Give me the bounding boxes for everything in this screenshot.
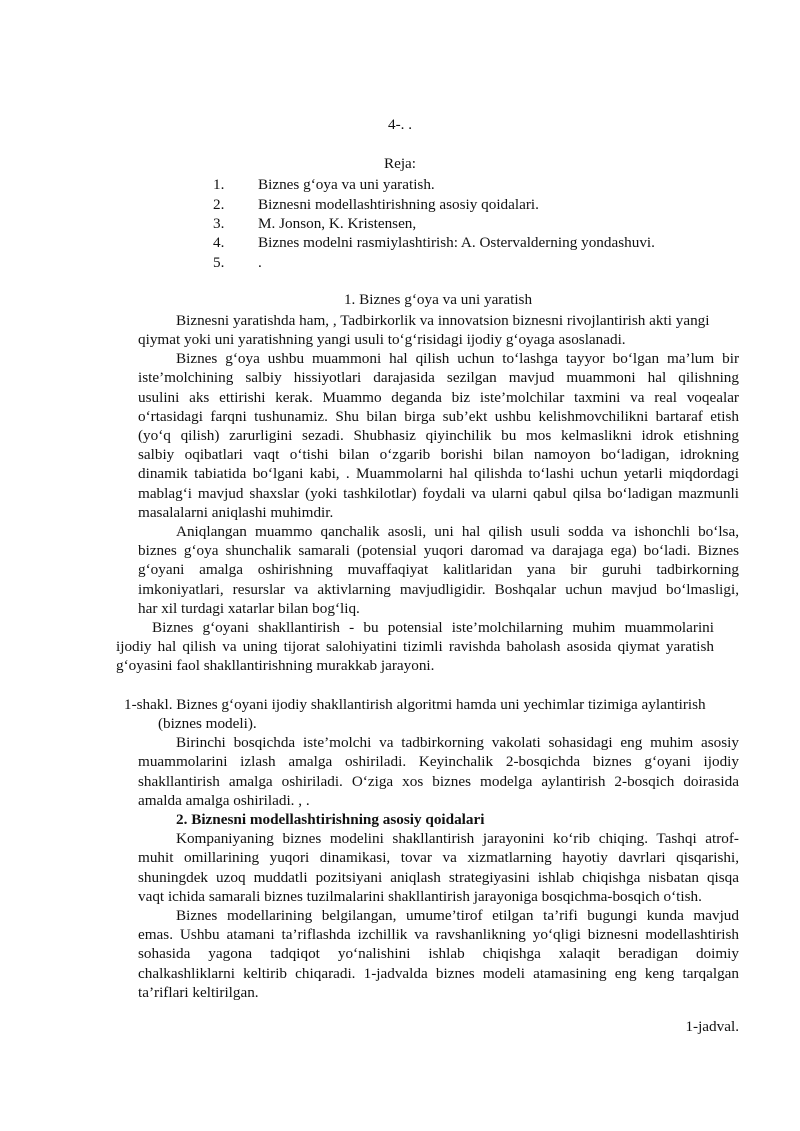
text-line: ta’riflari keltirilgan.: [138, 984, 259, 1001]
text-line: iste’molchining salbiy hissiyotlari darajasida sezilgan mavjud muammoni hal qilishning: [138, 369, 739, 386]
text-line: qiymat yoki uni yaratishning yangi usuli to‘g‘risidagi ijodiy g‘oyaga asoslanadi.: [138, 331, 626, 348]
section2-heading: 2. Biznesni modellashtirishning asosiy qoidalari: [176, 811, 485, 828]
text-line: salbiy oqibatlari vaqt o‘tishi bilan o‘zgarib borishi bilan namoyon bo‘ladigan, idrokning: [138, 446, 739, 463]
text-line: shakllantirish amalga oshiriladi. O‘ziga xos biznes modelga aylantirish 2-bosqich doirasida: [138, 773, 739, 790]
text-line: biznes g‘oya shunchalik samarali (potensial yuqori daromad va darajaga ega) bo‘ladi. Biznes: [138, 542, 739, 559]
plan-item-number: 2.: [213, 196, 225, 213]
text-line: Biznesni yaratishda ham, , Tadbirkorlik va innovatsion biznesni rivojlantirish akti yangi: [176, 312, 710, 329]
text-line: Biznes modellarining belgilangan, umume’tirof etilgan ta’rifi bugungi kunda mavjud: [176, 907, 739, 924]
text-line: shuningdek uzoq muddatli pozitsiyani aniqlash strategiyasini ishlab chiqishga nisbatan qisqa: [138, 869, 739, 886]
plan-item-text: Biznes g‘oya va uni yaratish.: [258, 176, 435, 193]
plan-item-number: 5.: [213, 254, 225, 271]
text-line: o‘rtasidagi farqni tushunamiz. Shu bilan birga sub’ekt ushbu kelishmovchilikni bartaraf etish: [138, 408, 739, 425]
text-line: Aniqlangan muammo qanchalik asosli, uni hal qilish usuli sodda va ishonchli bo‘lsa,: [176, 523, 739, 540]
plan-item-text: Biznes modelni rasmiylashtirish: A. Ostervalderning yondashuvi.: [258, 234, 655, 251]
plan-item-number: 3.: [213, 215, 225, 232]
text-line: Biznes g‘oyani shakllantirish - bu potensial iste’molchilarning muhim muammolarini: [152, 619, 714, 636]
text-line: usulini aks ettirishi kerak. Muammo deganda biz iste’molchilar taxmini va real voqealar: [138, 389, 739, 406]
text-line: vaqt ichida samarali biznes tuzilmalarini shakllantirish jarayoniga bosqichma-bosqich o‘tish.: [138, 888, 702, 905]
text-line: Birinchi bosqichda iste’molchi va tadbirkorning vakolati sohasidagi eng muhim asosiy: [176, 734, 739, 751]
text-line: ijodiy hal qilish va uning tijorat salohiyatini tizimli ravishda baholash asosida qiymat yaratish: [116, 638, 714, 655]
text-line: dinamik tabiatida bo‘lgani kabi, . Muammolarni hal qilishda to‘lashi uchun yetarli miqdordagi: [138, 465, 739, 482]
plan-item-text: M. Jonson, K. Kristensen,: [258, 215, 417, 232]
text-line: imkoniyatlari, resurslar va aktivlarning mavjudligidir. Boshqalar uchun mavjud bo‘lmasligi,: [138, 581, 739, 598]
plan-item-number: 1.: [213, 176, 225, 193]
text-line: har xil turdagi xatarlar bilan bog‘liq.: [138, 600, 360, 617]
text-line: g‘oyasini faol shakllantirishning murakkab jarayoni.: [116, 657, 435, 674]
text-line: chalkashliklarni keltirib chiqaradi. 1-jadvalda biznes modeli atamasining eng keng tarqalgan: [138, 965, 739, 982]
table-label: 1-jadval.: [685, 1018, 739, 1035]
text-line: emas. Ushbu atamani ta’riflashda izchillik va ravshanlikning yo‘qligi biznesni modellashtirish: [138, 926, 739, 943]
text-line: mablag‘i mavjud shaxslar (yoki tashkilotlar) foydali va ularni qabul qilsa bo‘ladigan mazmunli: [138, 485, 739, 502]
plan-item-number: 4.: [213, 234, 225, 251]
text-line: Kompaniyaning biznes modelini shakllantirish jarayonini ko‘rib chiqing. Tashqi atrof-: [176, 830, 739, 847]
text-line: (biznes modeli).: [158, 715, 257, 732]
text-line: muammolarini izlash amalga oshiriladi. Keyinchalik 2-bosqichda biznes g‘oyani ijodiy: [138, 753, 739, 770]
text-line: (yo‘q qilish) zarurligini sezadi. Shubhasiz qiyinchilik bu mos kelmaslikni idrok etishning: [138, 427, 739, 444]
text-line: g‘oyani amalga oshirishning muvaffaqiyat kalitlaridan yana bir guruhi tadbirkorning: [138, 561, 739, 578]
section1-heading: 1. Biznes g‘oya va uni yaratish: [343, 291, 533, 308]
plan-item-text: .: [258, 254, 262, 271]
plan-title: Reja:: [383, 155, 417, 172]
text-line: sohasida yagona tadqiqot yo‘nalishini ishlab chiqishga xalaqit beradigan doimiy: [138, 945, 739, 962]
page-number: 4-. .: [387, 116, 413, 133]
text-line: Biznes g‘oya ushbu muammoni hal qilish uchun to‘lashga tayyor bo‘lgan ma’lum bir: [176, 350, 739, 367]
text-line: muhit omillarining yuqori dinamikasi, tovar va xizmatlarning hayotiy davrlari qisqarishi,: [138, 849, 739, 866]
text-line: amalda amalga oshiriladi. , .: [138, 792, 310, 809]
text-line: 1-shakl. Biznes g‘oyani ijodiy shakllantirish algoritmi hamda uni yechimlar tizimiga aylantirish: [124, 696, 706, 713]
text-line: masalalarni aniqlashi muhimdir.: [138, 504, 334, 521]
plan-item-text: Biznesni modellashtirishning asosiy qoidalari.: [258, 196, 539, 213]
